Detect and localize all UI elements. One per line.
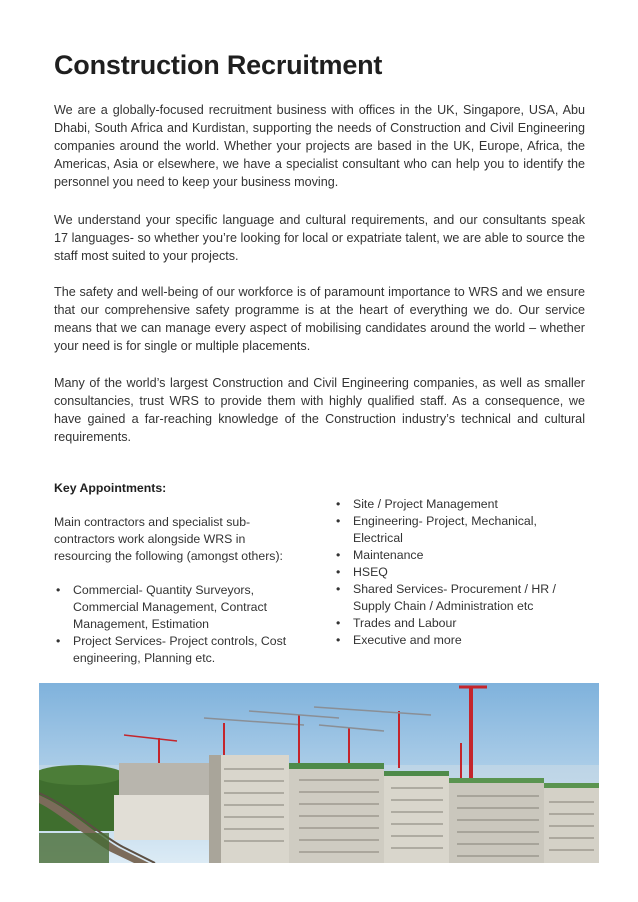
list-item (334, 513, 574, 547)
list-item (334, 564, 574, 581)
list-item-text: Maintenance (353, 548, 424, 562)
list-item-text: Project Services- Project controls, Cost engineering, Planning etc. (73, 634, 287, 665)
rooftop-scaffold (289, 763, 384, 769)
list-item (54, 582, 304, 633)
bullet-icon: • (336, 616, 341, 630)
bullet-icon: • (336, 514, 341, 528)
languages-paragraph: We understand your specific language and cultural requirements, and our consultants speak 17 languages- so whether you’re looking for local or expatriate talent, we are able to source the staff most suited to your projects. (54, 213, 585, 263)
bullet-icon: • (336, 548, 341, 562)
list-item-text: Trades and Labour (353, 616, 457, 630)
list-item (334, 581, 574, 615)
list-item (54, 633, 304, 667)
list-item-text: Site / Project Management (353, 497, 498, 511)
appointments-list-right (334, 496, 574, 649)
key-appointments-heading: Key Appointments: (54, 481, 167, 495)
bullet-icon: • (336, 582, 341, 596)
bullet-icon: • (336, 565, 341, 579)
rooftop-scaffold (544, 783, 599, 788)
key-appointments-description: Main contractors and specialist sub-contractors work alongside WRS in resourcing the following (amongst others): (54, 515, 283, 563)
ground-vegetation (39, 833, 109, 863)
building (289, 763, 384, 863)
key-appointments-left-column (54, 480, 304, 667)
list-item-text: HSEQ (353, 565, 388, 579)
safety-paragraph: The safety and well-being of our workforce is of paramount importance to WRS and we ensure that our comprehensive safety programme is at the heart of everything we do. Our service means that we can manage every aspect of mobilising candidates around the world – whether your need is for single or multiple placements. (54, 285, 585, 353)
building-shadow (209, 755, 221, 863)
construction-site-illustration (39, 683, 599, 863)
list-item (334, 632, 574, 649)
list-item-text: Shared Services- Procurement / HR / Supply Chain / Administration etc (353, 582, 556, 613)
list-item-text: Engineering- Project, Mechanical, Electrical (353, 514, 537, 545)
key-appointments-right-column (334, 496, 574, 649)
construction-site-photo (39, 683, 599, 863)
bullet-icon: • (56, 583, 61, 597)
clients-paragraph: Many of the world’s largest Construction and Civil Engineering companies, as well as smaller consultancies, trust WRS to provide them with highly qualified staff. As a consequence, we have gained a far-reaching knowledge of the Construction industry’s technical and cultural requirements. (54, 376, 585, 444)
list-item (334, 615, 574, 632)
page-title: Construction Recruitment (54, 50, 383, 80)
bullet-icon: • (336, 633, 341, 647)
bullet-icon: • (56, 634, 61, 648)
list-item-text: Executive and more (353, 633, 462, 647)
list-item-text: Commercial- Quantity Surveyors, Commercial Management, Contract Management, Estimation (73, 583, 268, 631)
list-item (334, 496, 574, 513)
appointments-list-left (54, 582, 304, 667)
rooftop-scaffold (449, 778, 544, 783)
rooftop-scaffold (384, 771, 449, 776)
list-item (334, 547, 574, 564)
building (384, 771, 449, 863)
building (114, 795, 209, 840)
intro-paragraph: We are a globally-focused recruitment business with offices in the UK, Singapore, USA, Abu Dhabi, South Africa and Kurdistan, supporting the needs of Construction and Civil Engineering companies around the world. Whether your projects are based in the UK, Europe, Africa, the Americas, Asia or elsewhere, we have a specialist consultant who can help you to identify the personnel you need to keep your business moving. (54, 103, 585, 189)
bullet-icon: • (336, 497, 341, 511)
